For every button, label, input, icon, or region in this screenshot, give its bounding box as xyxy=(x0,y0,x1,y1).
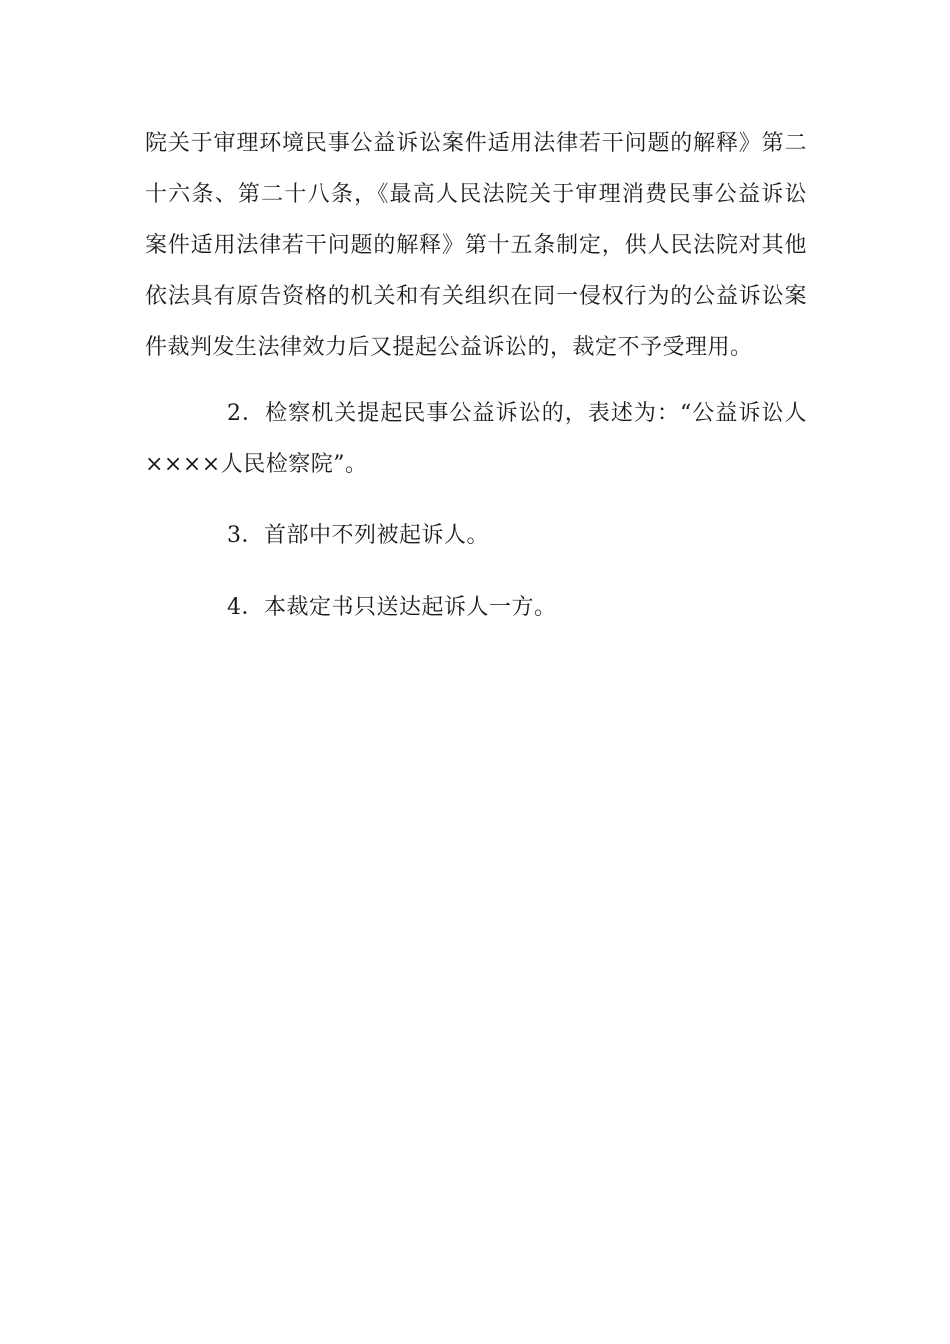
note-item-2: 2．检察机关提起民事公益诉讼的，表述为：“公益诉讼人××××人民检察院”。 xyxy=(145,401,807,477)
note-item-3: 3．首部中不列被起诉人。 xyxy=(227,523,489,548)
paragraph-continuation: 院关于审理环境民事公益诉讼案件适用法律若干问题的解释》第二十六条、第二十八条，《最高人民法院关于审理消费民事公益诉讼案件适用法律若干问题的解释》第十五条制定，供人民法院对其他依法具有原告资格的机关和有关组织在同一侵权行为的公益诉讼案件裁判发生法律效力后又提起公益诉讼的，裁定不予受理用。 xyxy=(145,131,807,360)
note-item-4: 4．本裁定书只送达起诉人一方。 xyxy=(227,595,557,620)
